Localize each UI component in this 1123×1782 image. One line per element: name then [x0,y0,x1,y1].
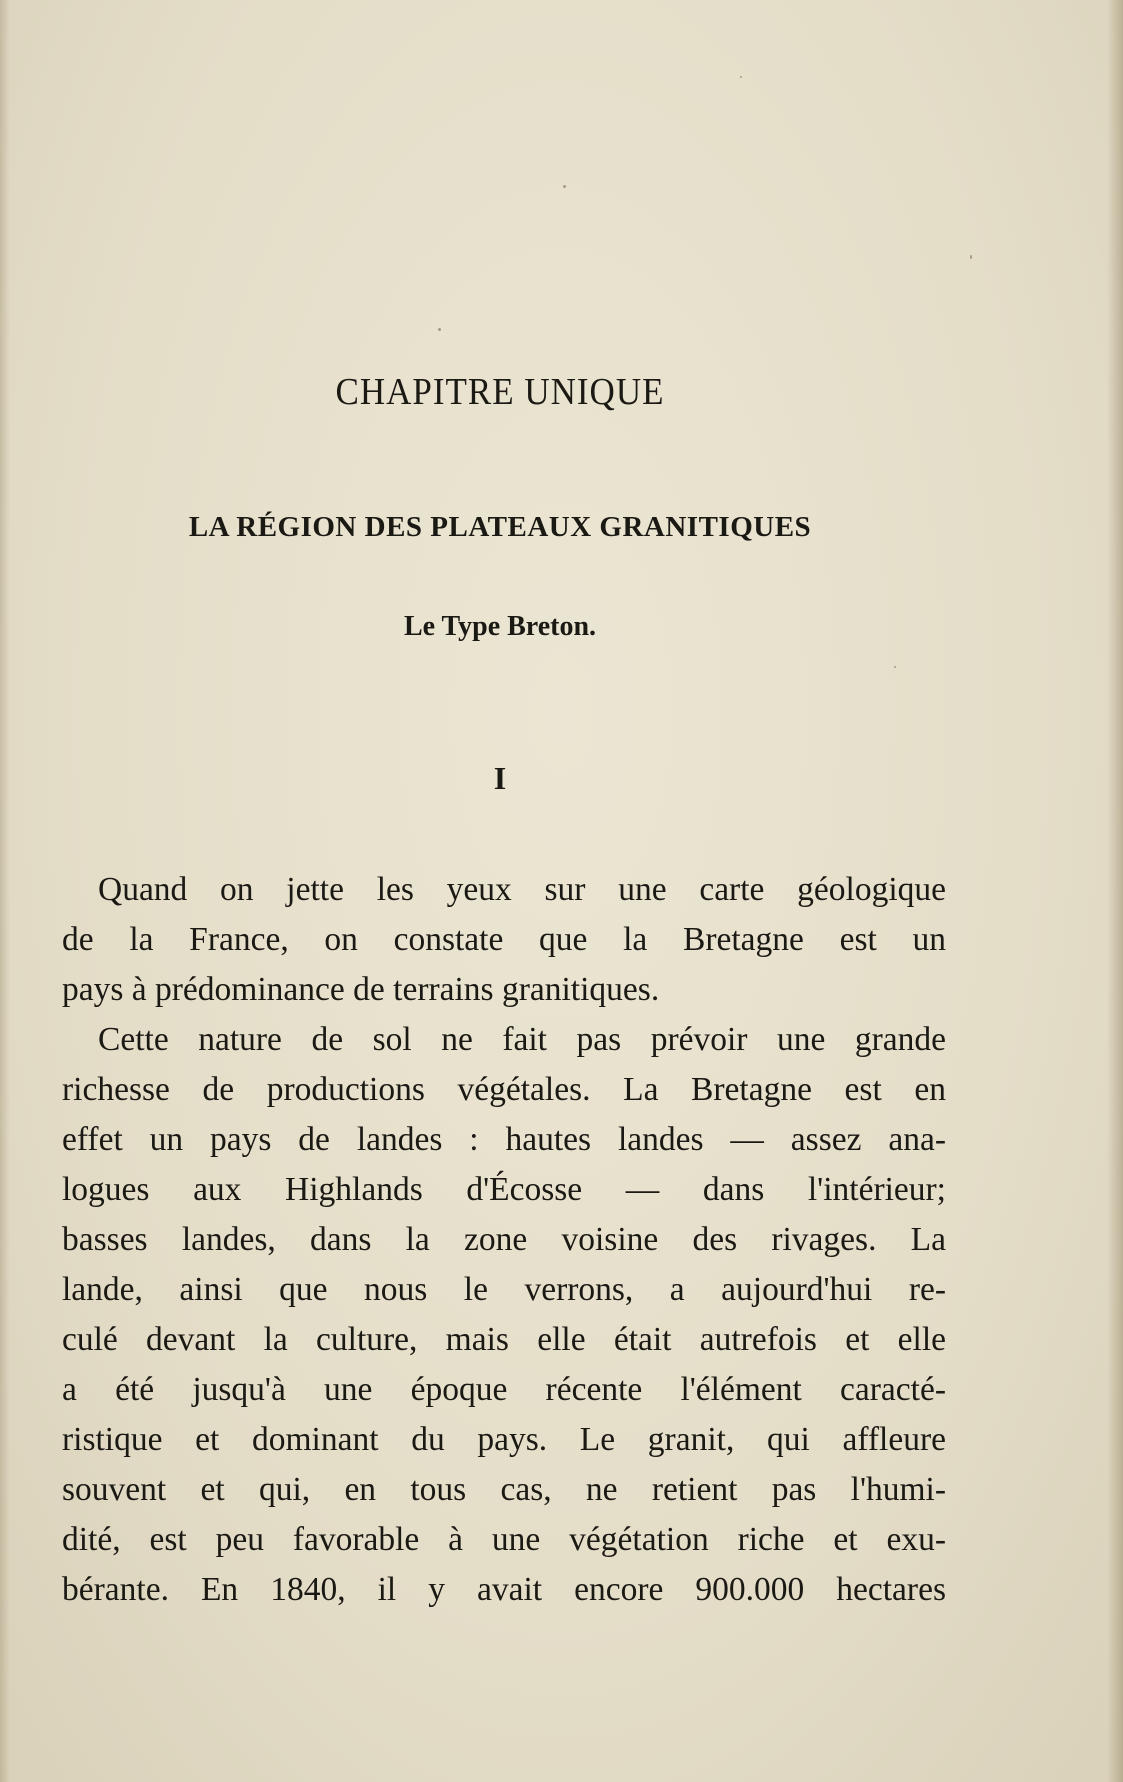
paper-speck [970,255,972,259]
section-numeral: I [493,760,507,796]
body-text-line: ristique et dominant du pays. Le granit, qui affleure [62,1421,946,1458]
body-text-line: logues aux Highlands d'Écosse — dans l'intérieur; [62,1171,946,1208]
paper-speck [563,185,566,188]
chapter-heading: CHAPITRE UNIQUE [335,370,665,413]
body-text-line: Cette nature de sol ne fait pas prévoir une grande [98,1021,946,1058]
body-text-line: lande, ainsi que nous le verrons, a aujourd'hui re- [62,1271,946,1308]
body-text-line: basses landes, dans la zone voisine des rivages. La [62,1221,946,1258]
paper-speck [740,76,742,78]
body-text-line: de la France, on constate que la Bretagne est un [62,921,946,958]
body-text-line: richesse de productions végétales. La Bretagne est en [62,1071,946,1108]
body-text-line: effet un pays de landes : hautes landes — assez ana- [62,1121,946,1158]
chapter-title: LA RÉGION DES PLATEAUX GRANITIQUES [188,511,812,543]
page-left-shadow [0,0,10,1782]
page-right-shadow [1107,0,1123,1782]
body-text-line: Quand on jette les yeux sur une carte géologique [98,871,946,908]
body-text-line: bérante. En 1840, il y avait encore 900.000 hectares [62,1571,946,1608]
body-text-line: culé devant la culture, mais elle était autrefois et elle [62,1321,946,1358]
body-text-line: a été jusqu'à une époque récente l'élément caracté- [62,1371,946,1408]
chapter-subtitle: Le Type Breton. [403,611,597,642]
body-text-line: souvent et qui, en tous cas, ne retient pas l'humi- [62,1471,946,1508]
body-text-line: dité, est peu favorable à une végétation riche et exu- [62,1521,946,1558]
paper-speck [438,328,441,331]
body-text-line: pays à prédominance de terrains granitiques. [62,971,660,1008]
paper-speck [894,666,896,668]
